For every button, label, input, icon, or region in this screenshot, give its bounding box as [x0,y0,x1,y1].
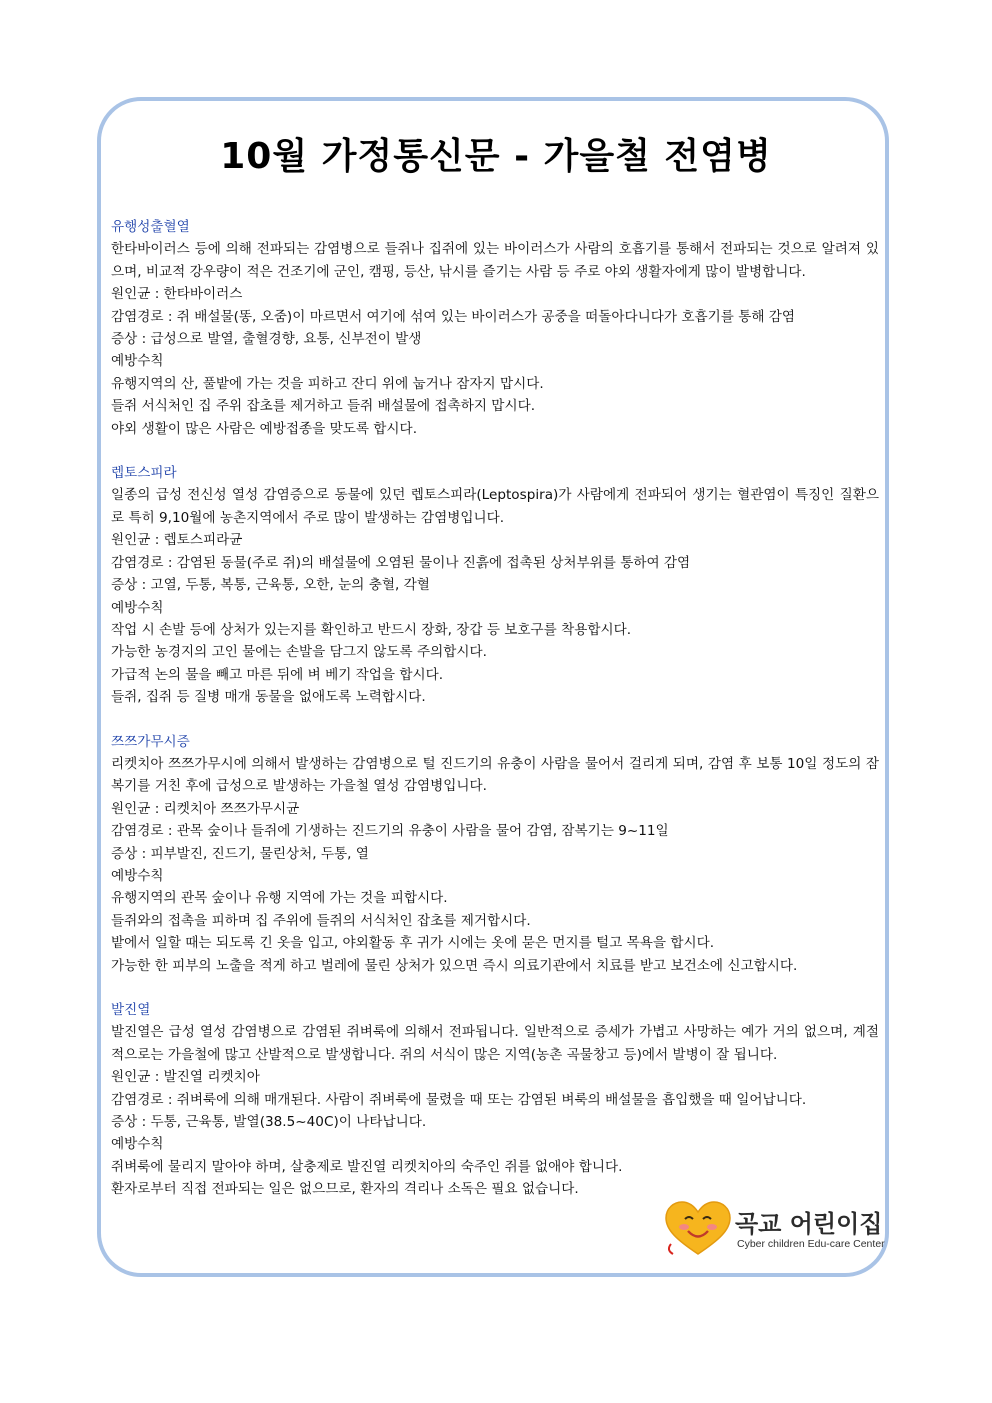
section-hemorrhagic-fever [111,216,879,440]
section-line: 작업 시 손발 등에 상처가 있는지를 확인하고 반드시 장화, 장갑 등 보호구를 착용합시다. [111,621,632,638]
section-line: 환자로부터 직접 전파되는 일은 없으므로, 환자의 격리나 소독은 필요 없습니다. [111,1181,579,1198]
smiling-heart-icon [663,1200,733,1258]
section-leptospira [111,462,879,708]
section-line: 감염경로 : 쥐 배설물(똥, 오줌)이 마르면서 여기에 섞여 있는 바이러스가 공중을 떠돌아다니다가 호흡기를 통해 감염 [111,308,796,325]
daycare-logo [663,1200,885,1260]
section-line: 가능한 한 피부의 노출을 적게 하고 벌레에 물린 상처가 있으면 즉시 의료기관에서 치료를 받고 보건소에 신고합시다. [111,957,798,974]
section-intro: 발진열은 급성 열성 감염병으로 감염된 쥐벼룩에 의해서 전파됩니다. 일반적으로 증세가 가볍고 사망하는 예가 거의 없으며, 계절적으로는 가을철에 많고 산발적으로 발생합니다. 쥐의 서식이 많은 지역(농촌 곡물창고 등)에서 발병이 잘 됩니다. [111,1024,879,1063]
section-line: 증상 : 두통, 근육통, 발열(38.5~40C)이 나타납니다. [111,1114,427,1131]
section-heading: 유행성출혈열 [111,219,190,235]
section-line: 증상 : 급성으로 발열, 출혈경향, 요통, 신부전이 발생 [111,331,422,348]
section-line: 들쥐, 집쥐 등 질병 매개 동물을 없애도록 노력합시다. [111,689,426,706]
section-line: 감염경로 : 쥐벼룩에 의해 매개된다. 사람이 쥐벼룩에 물렸을 때 또는 감염된 벼룩의 배설물을 흡입했을 때 일어납니다. [111,1091,807,1108]
section-line: 예방수칙 [111,867,164,884]
section-line: 예방수칙 [111,1136,164,1153]
section-line: 증상 : 피부발진, 진드기, 물린상처, 두통, 열 [111,845,369,862]
section-line: 야외 생활이 많은 사람은 예방접종을 맞도록 합시다. [111,420,418,437]
section-heading: 쯔쯔가무시증 [111,733,190,750]
section-line: 들쥐와의 접촉을 피하며 집 주위에 들쥐의 서식처인 잡초를 제거합시다. [111,912,531,929]
section-line: 감염경로 : 감염된 동물(주로 쥐)의 배설물에 오염된 물이나 진흙에 접촉된 상처부위를 통하여 감염 [111,554,691,571]
section-line: 원인균 : 리켓치아 쯔쯔가무시균 [111,800,300,817]
section-line: 원인균 : 렙토스피라균 [111,532,243,549]
newsletter-body [111,216,879,1223]
section-line: 증상 : 고열, 두통, 복통, 근육통, 오한, 눈의 충혈, 각혈 [111,577,430,594]
section-line: 가급적 논의 물을 빼고 마른 뒤에 벼 베기 작업을 합시다. [111,666,444,683]
section-line: 원인균 : 한타바이러스 [111,286,243,303]
section-tsutsugamushi [111,731,879,977]
section-heading: 렙토스피라 [111,465,177,482]
section-murine-typhus [111,999,879,1201]
section-intro: 리켓치아 쯔쯔가무시에 의해서 발생하는 감염병으로 털 진드기의 유충이 사람을 물어서 걸리게 되며, 감염 후 보통 10일 정도의 잠복기를 거친 후에 급성으로 발생하는 가을철 열성 감염병입니다. [111,755,879,795]
logo-name: 곡교 어린이집 [735,1210,883,1238]
page-title: 10월 가정통신문 - 가을철 전염병 [220,136,772,177]
section-line: 쥐벼룩에 물리지 말아야 하며, 살충제로 발진열 리켓치아의 숙주인 쥐를 없애야 합니다. [111,1158,623,1175]
section-line: 가능한 농경지의 고인 물에는 손발을 담그지 않도록 주의합시다. [111,644,487,661]
section-heading: 발진열 [111,1002,151,1018]
logo-subtitle: Cyber children Edu-care Center [737,1238,885,1250]
section-line: 들쥐 서식처인 집 주위 잡초를 제거하고 들쥐 배설물에 접촉하지 맙시다. [111,398,536,415]
section-line: 원인균 : 발진열 리켓치아 [111,1069,260,1086]
section-line: 유행지역의 산, 풀밭에 가는 것을 피하고 잔디 위에 눕거나 잠자지 맙시다. [111,375,544,392]
section-line: 유행지역의 관목 숲이나 유행 지역에 가는 것을 피합시다. [111,890,448,907]
section-line: 밭에서 일할 때는 되도록 긴 옷을 입고, 야외활동 후 귀가 시에는 옷에 묻은 먼지를 털고 목욕을 합시다. [111,935,715,952]
section-intro: 일종의 급성 전신성 열성 감염증으로 동물에 있던 렙토스피라(Leptospira)가 사람에게 전파되어 생기는 혈관염이 특징인 질환으로 특히 9,10월에 농촌지역에서 주로 많이 발생하는 감염병입니다. [111,487,879,526]
section-line: 예방수칙 [111,353,164,370]
section-line: 감염경로 : 관목 숲이나 들쥐에 기생하는 진드기의 유충이 사람을 물어 감염, 잠복기는 9~11일 [111,823,669,840]
section-intro: 한타바이러스 등에 의해 전파되는 감염병으로 들쥐나 집쥐에 있는 바이러스가 사람의 호흡기를 통해서 전파되는 것으로 알려져 있으며, 비교적 강우량이 적은 건조기에 군인, 캠핑, 등산, 낚시를 즐기는 사람 등 주로 야외 생활자에게 많이 발병합니다. [111,241,879,280]
section-line: 예방수칙 [111,599,164,616]
